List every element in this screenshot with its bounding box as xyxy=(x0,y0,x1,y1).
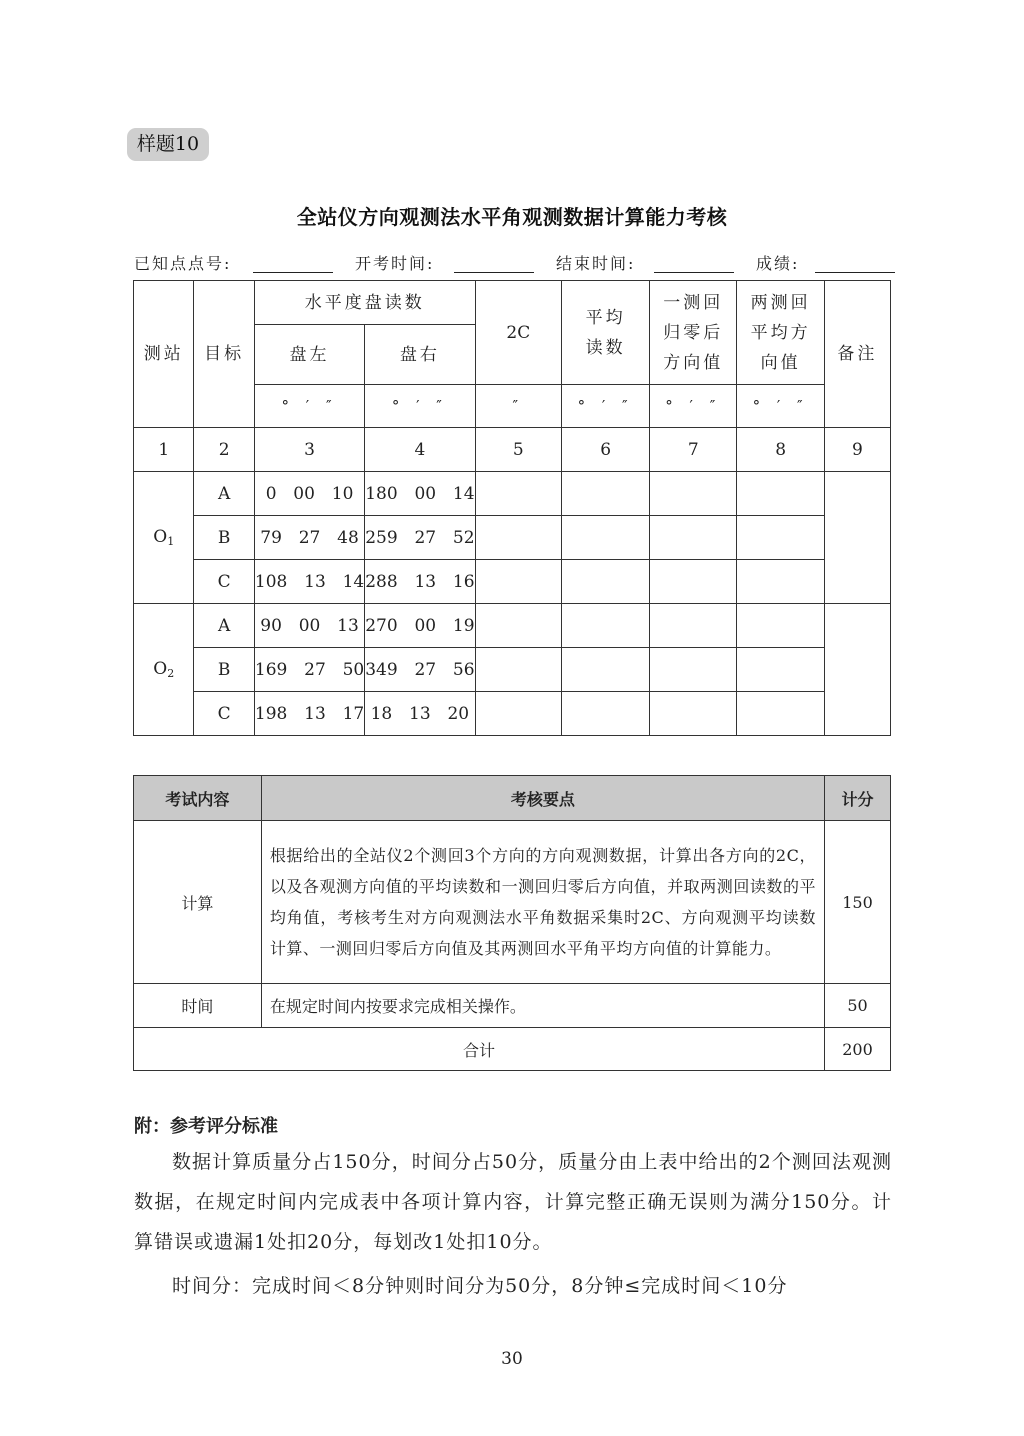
face-left-value: 0 00 10 xyxy=(254,472,364,516)
table-row xyxy=(134,984,891,1028)
header-face-left: 盘左 xyxy=(254,325,364,385)
two-c-cell[interactable] xyxy=(475,560,562,604)
reduced-one-cell[interactable] xyxy=(650,516,737,560)
face-right-value: 259 27 52 xyxy=(365,516,475,560)
face-right-value: 18 13 20 xyxy=(365,692,475,736)
info-row xyxy=(134,251,894,277)
exam-points-cell: 在规定时间内按要求完成相关操作。 xyxy=(261,984,824,1028)
target-cell: C xyxy=(194,692,254,736)
exam-content-cell: 时间 xyxy=(134,984,262,1028)
column-number: 6 xyxy=(562,428,650,472)
appendix-paragraph: 时间分：完成时间＜8分钟则时间分为50分，8分钟≤完成时间＜10分 xyxy=(172,1275,788,1297)
station-cell: $O_1$ xyxy=(134,472,194,604)
header-target: 目标 xyxy=(194,281,254,428)
column-number: 5 xyxy=(475,428,562,472)
mean-reading-cell[interactable] xyxy=(562,560,650,604)
mean-reading-cell[interactable] xyxy=(562,648,650,692)
face-left-value: 79 27 48 xyxy=(254,516,364,560)
reduced-one-cell[interactable] xyxy=(650,692,737,736)
table-row xyxy=(134,821,891,984)
header-hz-reading: 水平度盘读数 xyxy=(254,281,475,325)
column-number-row xyxy=(134,428,891,472)
unit-dms: ° ′ ″ xyxy=(650,385,737,428)
total-score: 200 xyxy=(825,1028,891,1071)
face-left-value: 108 13 14 xyxy=(254,560,364,604)
mean-reading-cell[interactable] xyxy=(562,692,650,736)
reduced-two-cell[interactable] xyxy=(737,516,824,560)
table-row xyxy=(134,648,891,692)
header-exam-content: 考试内容 xyxy=(134,776,262,821)
face-left-value: 90 00 13 xyxy=(254,604,364,648)
column-number: 1 xyxy=(134,428,194,472)
mean-reading-cell[interactable] xyxy=(562,604,650,648)
reduced-two-cell[interactable] xyxy=(737,648,824,692)
table-row xyxy=(134,516,891,560)
total-label: 合计 xyxy=(134,1028,825,1071)
header-mean-reading: 平均读数 xyxy=(562,281,650,385)
target-cell: A xyxy=(194,604,254,648)
unit-sec: ″ xyxy=(475,385,562,428)
header-exam-score: 计分 xyxy=(825,776,891,821)
two-c-cell[interactable] xyxy=(475,472,562,516)
header-station: 测站 xyxy=(134,281,194,428)
reduced-two-cell[interactable] xyxy=(737,560,824,604)
table-row xyxy=(134,560,891,604)
unit-dms: ° ′ ″ xyxy=(365,385,475,428)
column-number: 8 xyxy=(737,428,824,472)
page-title: 全站仪方向观测法水平角观测数据计算能力考核 xyxy=(296,205,728,229)
face-left-value: 169 27 50 xyxy=(254,648,364,692)
header-reduced-one: 一测回归零后方向值 xyxy=(650,281,737,385)
known-point-label: 已知点点号: xyxy=(134,254,232,273)
score-blank[interactable] xyxy=(815,272,895,273)
reduced-one-cell[interactable] xyxy=(650,472,737,516)
table-row xyxy=(134,472,891,516)
reduced-one-cell[interactable] xyxy=(650,604,737,648)
score-label: 成绩: xyxy=(756,254,800,273)
end-time-blank[interactable] xyxy=(654,272,734,273)
header-exam-points: 考核要点 xyxy=(261,776,824,821)
unit-dms: ° ′ ″ xyxy=(737,385,824,428)
two-c-cell[interactable] xyxy=(475,692,562,736)
mean-reading-cell[interactable] xyxy=(562,472,650,516)
observation-table xyxy=(133,280,891,736)
known-point-blank[interactable] xyxy=(253,272,333,273)
unit-dms: ° ′ ″ xyxy=(562,385,650,428)
page-number: 30 xyxy=(501,1349,523,1369)
target-cell: B xyxy=(194,516,254,560)
two-c-cell[interactable] xyxy=(475,604,562,648)
column-number: 4 xyxy=(365,428,475,472)
face-right-value: 288 13 16 xyxy=(365,560,475,604)
reduced-two-cell[interactable] xyxy=(737,472,824,516)
exam-criteria-table xyxy=(133,775,891,1071)
reduced-two-cell[interactable] xyxy=(737,692,824,736)
end-time-label: 结束时间: xyxy=(556,254,636,273)
column-number: 9 xyxy=(824,428,890,472)
reduced-two-cell[interactable] xyxy=(737,604,824,648)
face-right-value: 180 00 14 xyxy=(365,472,475,516)
face-right-value: 270 00 19 xyxy=(365,604,475,648)
reduced-one-cell[interactable] xyxy=(650,560,737,604)
two-c-cell[interactable] xyxy=(475,648,562,692)
appendix-paragraph: 数据计算质量分占150分，时间分占50分，质量分由上表中给出的2个测回法观测数据，在规定时间内完成表中各项计算内容，计算完整正确无误则为满分150分。计算错误或遗漏1处扣20分，每划改1处扣10分。 xyxy=(134,1151,892,1253)
remark-cell[interactable] xyxy=(824,604,890,736)
table-row xyxy=(134,692,891,736)
header-2c: 2C xyxy=(475,281,562,385)
appendix-title: 附：参考评分标准 xyxy=(134,1116,278,1137)
station-cell: $O_2$ xyxy=(134,604,194,736)
header-remark: 备注 xyxy=(824,281,890,428)
column-number: 3 xyxy=(254,428,364,472)
target-cell: A xyxy=(194,472,254,516)
two-c-cell[interactable] xyxy=(475,516,562,560)
mean-reading-cell[interactable] xyxy=(562,516,650,560)
target-cell: B xyxy=(194,648,254,692)
target-cell: C xyxy=(194,560,254,604)
header-reduced-two: 两测回平均方向值 xyxy=(737,281,824,385)
start-time-label: 开考时间: xyxy=(355,254,435,273)
exam-content-cell: 计算 xyxy=(134,821,262,984)
face-left-value: 198 13 17 xyxy=(254,692,364,736)
exam-points-cell: 根据给出的全站仪2个测回3个方向的方向观测数据，计算出各方向的2C，以及各观测方向值的平均读数和一测回归零后方向值，并取两测回读数的平均角值，考核考生对方向观测法水平角数据采集时2C、方向观测平均读数计算、一测回归零后方向值及其两测回水平角平均方向值的计算能力。 xyxy=(261,821,824,984)
table-row xyxy=(134,604,891,648)
sample-tag: 样题10 xyxy=(127,128,209,161)
reduced-one-cell[interactable] xyxy=(650,648,737,692)
column-number: 2 xyxy=(194,428,254,472)
total-row xyxy=(134,1028,891,1071)
exam-score-cell: 150 xyxy=(825,821,891,984)
remark-cell[interactable] xyxy=(824,472,890,604)
face-right-value: 349 27 56 xyxy=(365,648,475,692)
column-number: 7 xyxy=(650,428,737,472)
exam-score-cell: 50 xyxy=(825,984,891,1028)
start-time-blank[interactable] xyxy=(454,272,534,273)
unit-dms: ° ′ ″ xyxy=(254,385,364,428)
header-face-right: 盘右 xyxy=(365,325,475,385)
